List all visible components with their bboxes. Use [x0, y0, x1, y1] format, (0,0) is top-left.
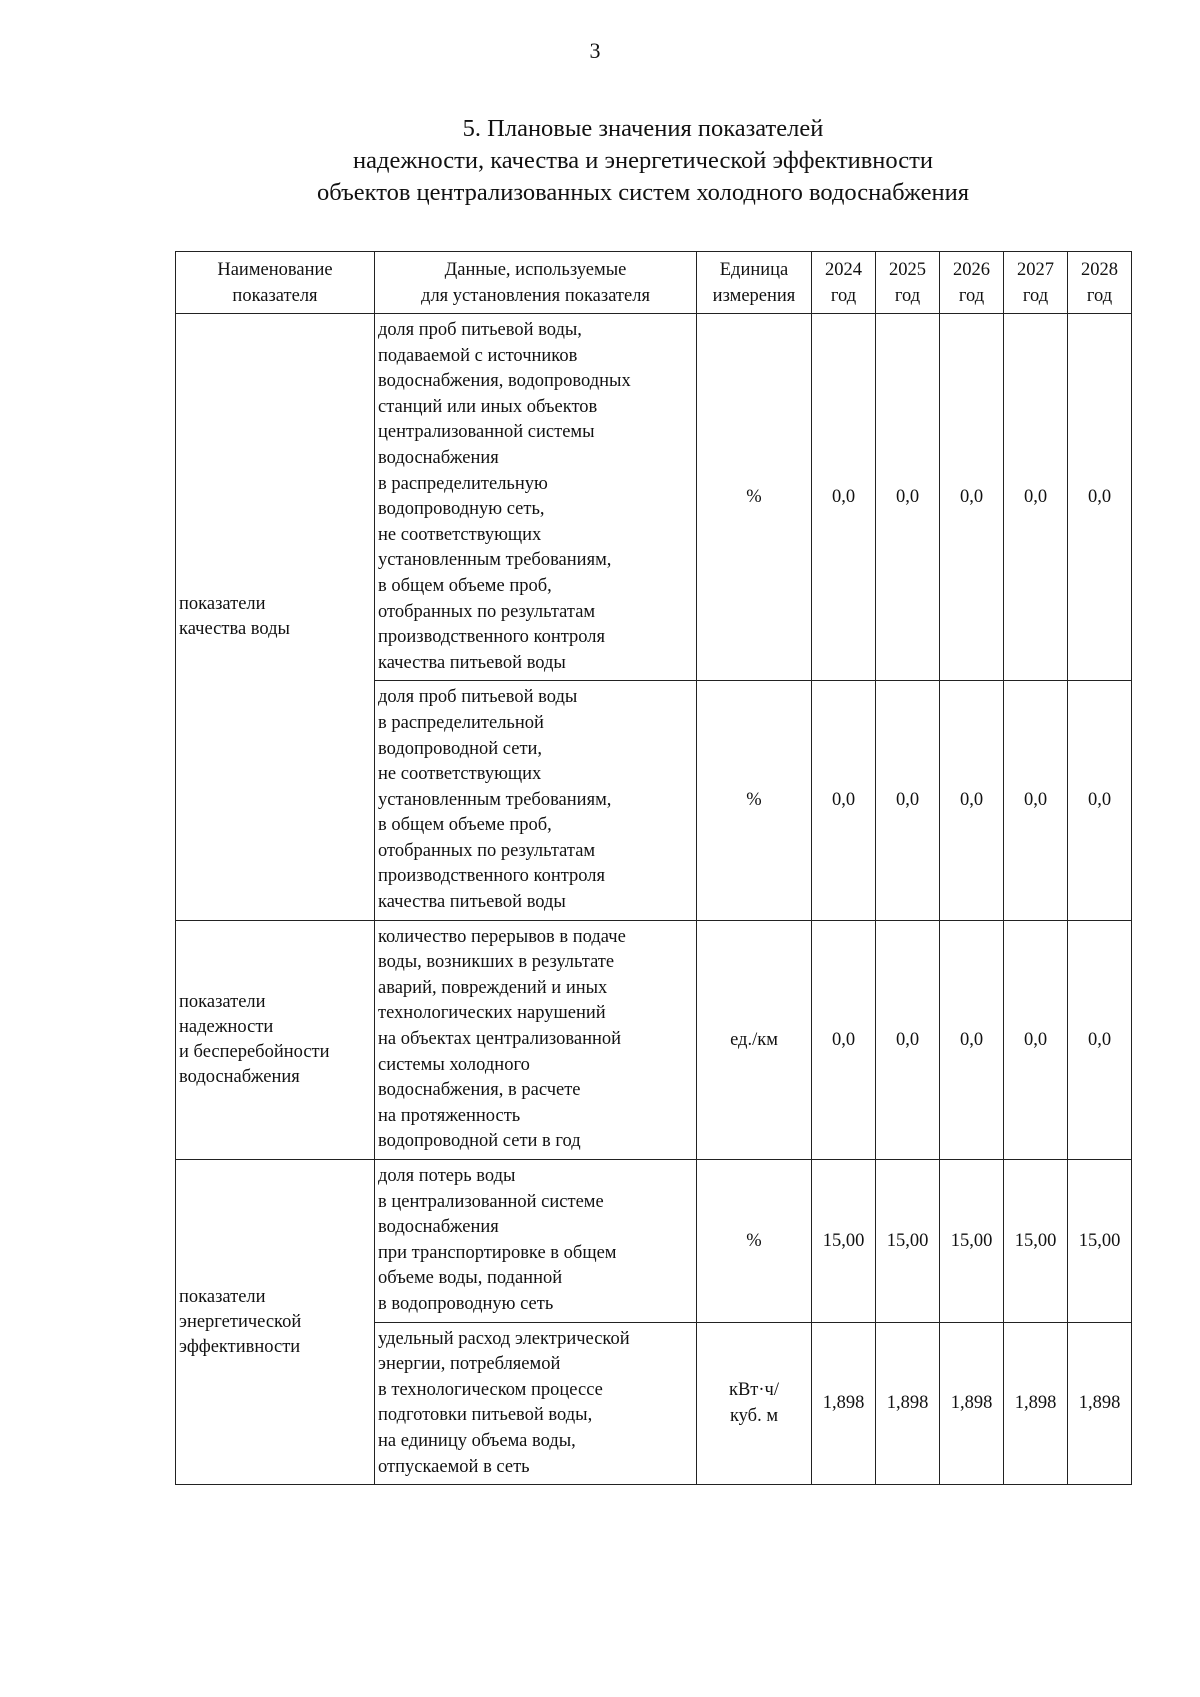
header-unit: Единица измерения: [697, 252, 812, 314]
table-row: [176, 920, 1132, 1159]
indicator-description: доля потерь воды в централизованной системе водоснабжения при транспортировке в общем объеме воды, поданной в водопроводную сеть: [375, 1160, 697, 1323]
page-number: 3: [589, 38, 601, 63]
header-data: Данные, используемые для установления показателя: [375, 252, 697, 314]
header-year-2024: 2024 год: [812, 252, 876, 314]
value-cell: 1,898: [1068, 1322, 1132, 1485]
value-cell: 0,0: [876, 681, 940, 920]
table-header-row: [176, 252, 1132, 314]
value-cell: 0,0: [812, 920, 876, 1159]
value-cell: 0,0: [1004, 681, 1068, 920]
title-line: 5. Плановые значения показателей: [462, 115, 824, 142]
value-cell: 0,0: [1068, 681, 1132, 920]
indicator-group-name: показатели качества воды: [176, 314, 375, 921]
value-cell: 15,00: [812, 1160, 876, 1323]
value-cell: 0,0: [876, 920, 940, 1159]
unit-cell: %: [697, 314, 812, 681]
value-cell: 0,0: [812, 314, 876, 681]
unit-cell: ед./км: [697, 920, 812, 1159]
value-cell: 15,00: [1068, 1160, 1132, 1323]
value-cell: 15,00: [1004, 1160, 1068, 1323]
header-year-2027: 2027 год: [1004, 252, 1068, 314]
indicator-description: количество перерывов в подаче воды, возникших в результате аварий, повреждений и иных технологических нарушений на объектах централизованной системы холодного водоснабжения, в расчете на протяженность водопроводной сети в год: [375, 920, 697, 1159]
value-cell: 15,00: [940, 1160, 1004, 1323]
title-line: объектов централизованных систем холодного водоснабжения: [317, 179, 969, 206]
value-cell: 1,898: [940, 1322, 1004, 1485]
indicator-description: удельный расход электрической энергии, потребляемой в технологическом процессе подготовки питьевой воды, на единицу объема воды, отпускаемой в сеть: [375, 1322, 697, 1485]
table-row: [176, 1160, 1132, 1323]
title-line: надежности, качества и энергетической эффективности: [353, 147, 933, 174]
unit-cell: %: [697, 681, 812, 920]
unit-cell: %: [697, 1160, 812, 1323]
value-cell: 0,0: [876, 314, 940, 681]
document-title: [258, 113, 1028, 209]
value-cell: 0,0: [940, 681, 1004, 920]
value-cell: 1,898: [812, 1322, 876, 1485]
value-cell: 0,0: [1068, 314, 1132, 681]
header-year-2026: 2026 год: [940, 252, 1004, 314]
value-cell: 1,898: [876, 1322, 940, 1485]
indicator-group-name: показатели надежности и бесперебойности водоснабжения: [176, 920, 375, 1159]
unit-cell: кВт·ч/ куб. м: [697, 1322, 812, 1485]
indicator-description: доля проб питьевой воды в распределительной водопроводной сети, не соответствующих установленным требованиям, в общем объеме проб, отобранных по результатам производственного контроля качества питьевой воды: [375, 681, 697, 920]
value-cell: 0,0: [1004, 314, 1068, 681]
indicators-table: [175, 251, 1132, 1485]
header-year-2025: 2025 год: [876, 252, 940, 314]
value-cell: 0,0: [940, 314, 1004, 681]
value-cell: 0,0: [1004, 920, 1068, 1159]
value-cell: 15,00: [876, 1160, 940, 1323]
header-name: Наименование показателя: [176, 252, 375, 314]
indicator-description: доля проб питьевой воды, подаваемой с источников водоснабжения, водопроводных станций или иных объектов централизованной системы водоснабжения в распределительную водопроводную сеть, не соответствующих установленным требованиям, в общем объеме проб, отобранных по результатам производственного контроля качества питьевой воды: [375, 314, 697, 681]
value-cell: 0,0: [812, 681, 876, 920]
header-year-2028: 2028 год: [1068, 252, 1132, 314]
value-cell: 1,898: [1004, 1322, 1068, 1485]
value-cell: 0,0: [1068, 920, 1132, 1159]
table-row: [176, 314, 1132, 681]
table-body: [176, 314, 1132, 1485]
indicator-group-name: показатели энергетической эффективности: [176, 1160, 375, 1485]
value-cell: 0,0: [940, 920, 1004, 1159]
